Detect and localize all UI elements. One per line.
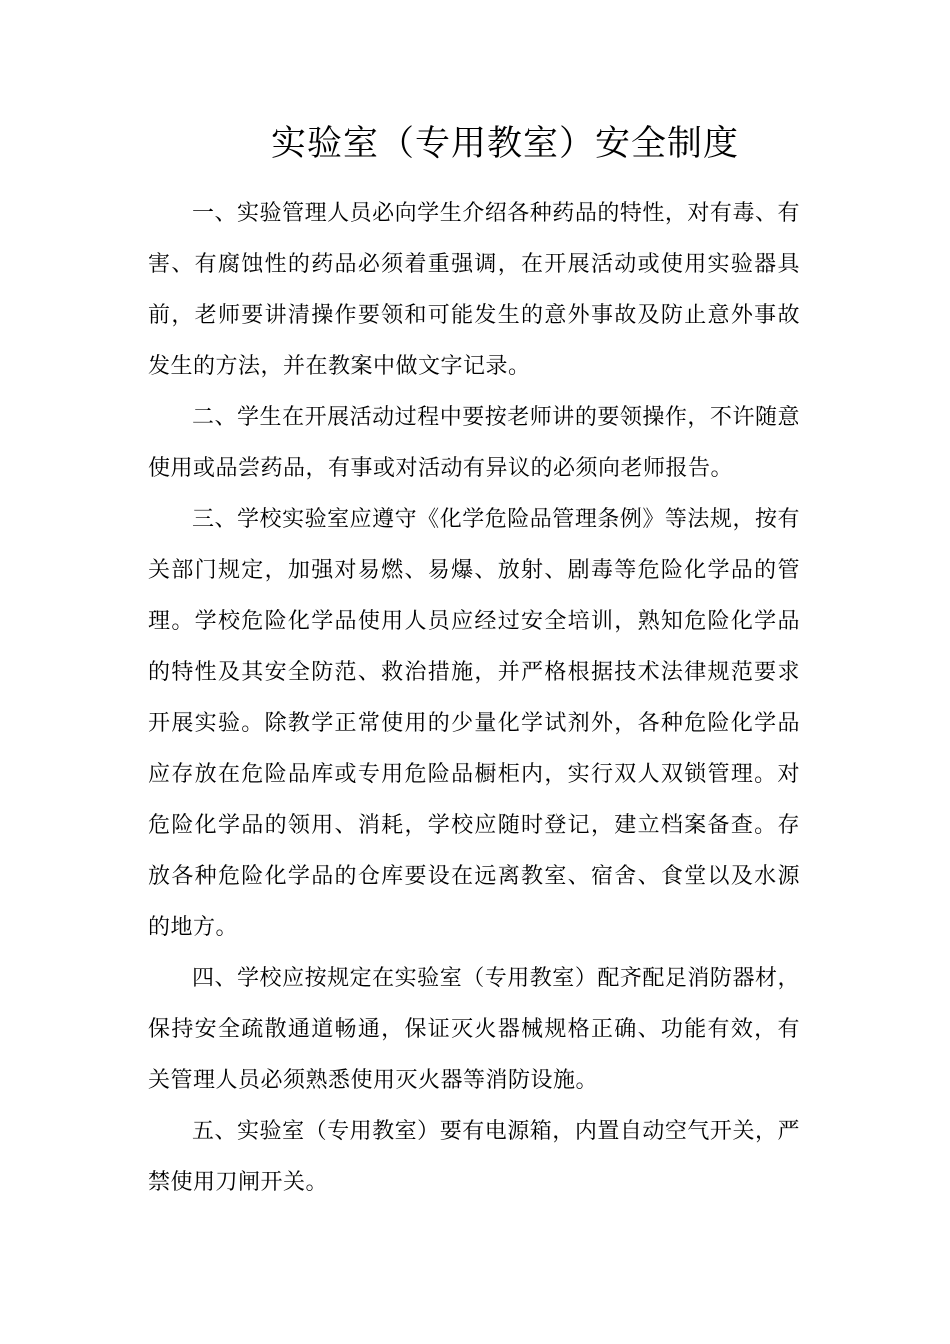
document-body [148,188,800,1208]
paragraph-3: 三、学校实验室应遵守《化学危险品管理条例》等法规，按有关部门规定，加强对易燃、易爆、放射、剧毒等危险化学品的管理。学校危险化学品使用人员应经过安全培训，熟知危险化学品的特性及其安全防范、救治措施，并严格根据技术法律规范要求开展实验。除教学正常使用的少量化学试剂外，各种危险化学品应存放在危险品库或专用危险品橱柜内，实行双人双锁管理。对危险化学品的领用、消耗，学校应随时登记，建立档案备查。存放各种危险化学品的仓库要设在远离教室、宿舍、食堂以及水源的地方。 [148,507,800,940]
paragraph-4: 四、学校应按规定在实验室（专用教室）配齐配足消防器材，保持安全疏散通道畅通，保证灭火器械规格正确、功能有效，有关管理人员必须熟悉使用灭火器等消防设施。 [148,966,800,1093]
document-title: 实验室（专用教室）安全制度 [270,124,739,164]
paragraph-5: 五、实验室（专用教室）要有电源箱，内置自动空气开关，严禁使用刀闸开关。 [148,1119,800,1195]
paragraph-2: 二、学生在开展活动过程中要按老师讲的要领操作，不许随意使用或品尝药品，有事或对活动有异议的必须向老师报告。 [148,405,800,481]
paragraph-1: 一、实验管理人员必向学生介绍各种药品的特性，对有毒、有害、有腐蚀性的药品必须着重强调，在开展活动或使用实验器具前，老师要讲清操作要领和可能发生的意外事故及防止意外事故发生的方法，并在教案中做文字记录。 [148,201,800,379]
